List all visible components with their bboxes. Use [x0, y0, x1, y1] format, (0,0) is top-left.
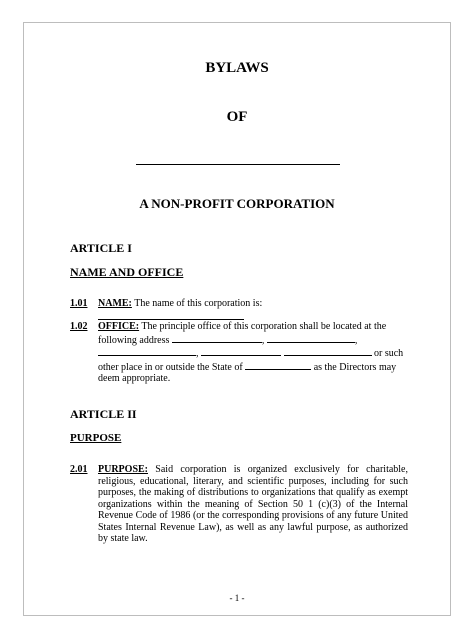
section-2-01-label: PURPOSE: — [98, 464, 148, 475]
section-1-01-body — [98, 298, 408, 323]
address-comma-1: , — [261, 334, 265, 346]
address-comma-2: , — [354, 334, 358, 346]
page-number: - 1 - — [229, 593, 245, 603]
article-1-subheading: NAME AND OFFICE — [70, 265, 184, 279]
address-blank-3 — [98, 346, 196, 356]
section-1-01-number: 1.01 — [70, 298, 88, 309]
document-title: BYLAWS — [205, 60, 269, 76]
address-blank-4 — [201, 346, 281, 356]
document-page — [23, 22, 451, 616]
document-subtitle: A NON-PROFIT CORPORATION — [139, 196, 335, 211]
section-1-01-text: The name of this corporation is: — [131, 298, 263, 309]
section-1-01-label: NAME: — [98, 298, 132, 309]
section-1-02-label: OFFICE: — [98, 321, 140, 332]
section-1-02-number: 1.02 — [70, 321, 88, 332]
address-blank-2 — [267, 333, 355, 343]
name-blank — [98, 310, 244, 320]
section-2-01-text: Said corporation is organized exclusively for charitable, religious, educational, literary, and scientific purposes, including for such purposes, the making of distributions to organizations that qualify as exempt organizations within the meaning of Section 50 1 (c)(3) of the Internal Revenue Code of 1986 (or the corresponding provisions of any future United States Internal Revenue Law), as well as any lawful purpose, as authorized by state law. — [98, 464, 408, 544]
section-2-01-body — [98, 464, 408, 545]
state-blank — [245, 360, 311, 370]
section-1-02-text-3: as the Directors may deem appropriate. — [98, 361, 397, 384]
section-1-02-body: OFFICE: The principle office of this corporation shall be located at the following address , , , or such other place in or outside the State of as the Directors may deem appropriate. — [98, 321, 404, 384]
article-1-heading: ARTICLE I — [70, 241, 132, 255]
title-of: OF — [226, 109, 248, 125]
section-2-01-number: 2.01 — [70, 464, 88, 475]
address-blank-1 — [172, 333, 262, 343]
section-1-02-text-2: or such other place in or outside the State of — [98, 348, 404, 373]
article-2-heading: ARTICLE II — [70, 407, 137, 421]
section-1-02-text-1: The principle office of this corporation shall be located at the following address — [98, 321, 387, 346]
article-2-subheading: PURPOSE — [70, 432, 122, 444]
corporation-name-line — [136, 164, 340, 165]
address-blank-5 — [284, 346, 372, 356]
